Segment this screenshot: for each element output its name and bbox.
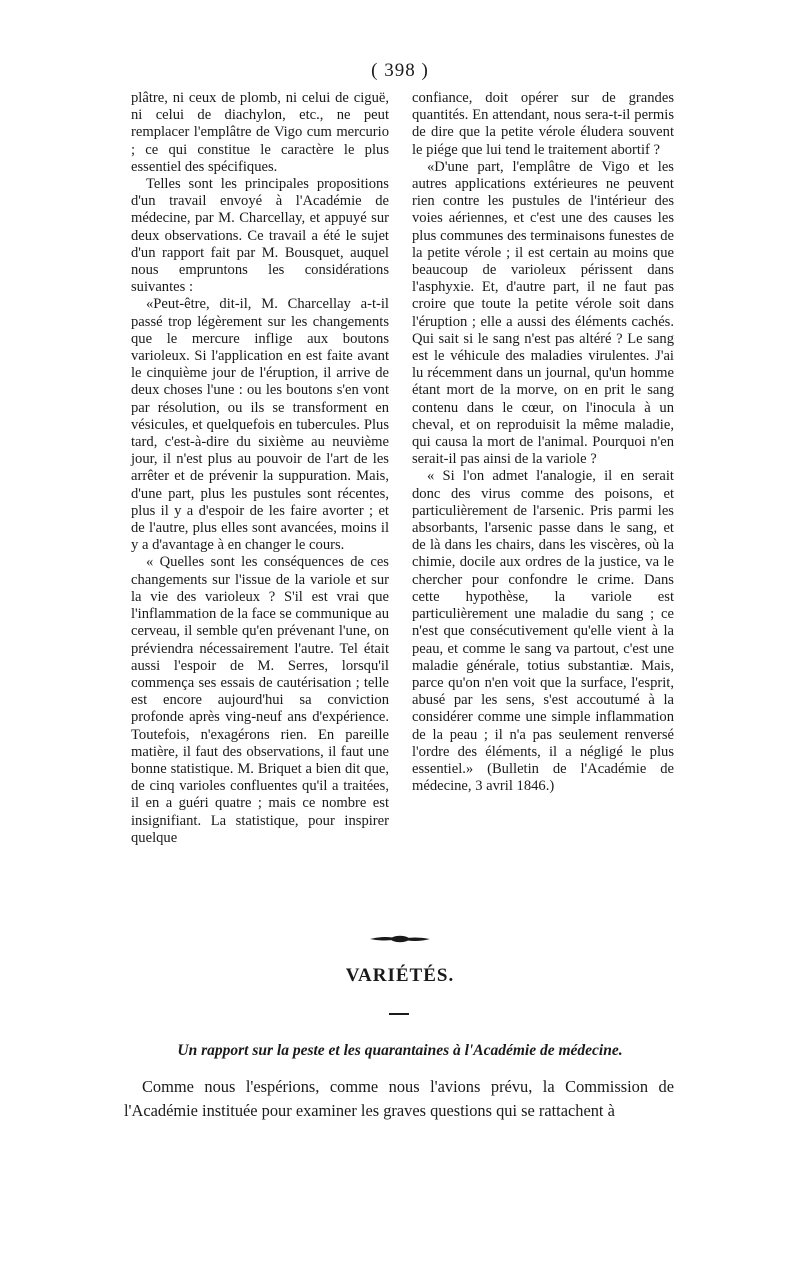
- section-title: VARIÉTÉS.: [345, 965, 455, 986]
- right-text-column: [412, 90, 674, 795]
- title-rule: [389, 1013, 409, 1015]
- left-text-column: [131, 90, 389, 847]
- paragraph: Telles sont les principales propositions d'un travail envoyé à l'Académie de médecine, par M. Charcellay, et appuyé sur deux observations. Ce travail a été le sujet d'un rapport fait par M. Bousquet, auquel nous empruntons les considérations suivantes :: [131, 176, 389, 296]
- paragraph: confiance, doit opérer sur de grandes quantités. En attendant, nous sera-t-il permis de dire que la petite vérole éludera souvent le piége que lui tend le traitement abortif ?: [412, 90, 674, 158]
- paragraph: « Si l'on admet l'analogie, il en serait donc des virus comme des poisons, et particulièrement de l'arsenic. Pris parmi les absorbants, l'arsenic passe dans le sang, et de là dans les chairs, dans les viscères, où la chimie, docile aux ordres de la justice, va le chercher pour confondre le crime. Dans cette hypothèse, la variole est particulièrement une maladie du sang ; ce n'est que consécutivement qu'elle vient à la peau, et comme le sang va partout, c'est une maladie générale, totius substantiæ. Mais, parce qu'on n'en voit que la surface, l'esprit, abusé par les sens, s'est accoutumé à la considérer comme une simple inflammation de la peau ; il n'a pas seulement renversé l'ordre des éléments, il a négligé le plus essentiel.» (Bulletin de l'Académie de médecine, 3 avril 1846.): [412, 468, 674, 795]
- page-number: ( 398 ): [371, 60, 429, 81]
- article-body: Comme nous l'espérions, comme nous l'avions prévu, la Commission de l'Académie instituée pour examiner les graves questions qui se rattachent à: [124, 1077, 674, 1120]
- paragraph: plâtre, ni ceux de plomb, ni celui de ciguë, ni celui de diachylon, etc., ne peut remplacer l'emplâtre de Vigo cum mercurio ; ce qui constitue le caractère le plus essentiel des spécifiques.: [131, 90, 389, 175]
- paragraph: «D'une part, l'emplâtre de Vigo et les autres applications extérieures ne peuvent rien contre les pustules de l'intérieur des voies aériennes, et c'est une des causes les plus communes des terminaisons funestes de la petite vérole ; il est certain au moins que beaucoup de varioleux périssent dans l'asphyxie. Et, d'autre part, il ne faut pas croire que toute la petite vérole soit dans l'éruption ; elle a aussi des éléments cachés. Qui sait si le sang n'est pas altéré ? Le sang est le véhicule des maladies virulentes. J'ai lu récemment dans un journal, qu'un homme étant mort de la morve, on en prit le sang contenu dans le cœur, on l'inocula à un cheval, et on reproduisit la même maladie, qui causa la mort de l'animal. Pourquoi n'en serait-il pas ainsi de la variole ?: [412, 158, 674, 468]
- ornament-icon: [370, 932, 430, 946]
- paragraph: «Peut-être, dit-il, M. Charcellay a-t-il passé trop légèrement sur les changements que le mercure inflige aux boutons varioleux. Si l'application en est faite avant le cinquième jour de l'éruption, il arrive de deux choses l'une : ou les boutons s'en vont par résolution, ou ils se transforment en vésicules, et quelquefois en tubercules. Plus tard, c'est-à-dire du sixième au neuvième jour, il n'est plus au pouvoir de l'art de les arrêter et de prévenir la suppuration. Mais, d'une part, plus les pustules sont récentes, plus il y a d'espoir de les faire avorter ; et de l'autre, plus elles sont avancées, moins il y a d'avantage à en changer le cours.: [131, 296, 389, 554]
- paragraph: « Quelles sont les conséquences de ces changements sur l'issue de la variole et sur la vie des varioleux ? S'il est vrai que l'inflammation de la face se communique au cerveau, il semble qu'en prévenant l'une, on préviendra nécessairement l'autre. Tel était aussi l'espoir de M. Serres, lorsqu'il commença ses essais de cautérisation ; telle est encore aujourd'hui sa conviction profonde après ving-neuf ans d'expérience. Toutefois, n'exagérons rien. En pareille matière, il faut des observations, il faut une bonne statistique. M. Briquet a bien dit que, de cinq varioles confluentes qu'il a traitées, il en a guéri quatre ; mais ce nombre est insignifiant. La statistique, pour inspirer quelque: [131, 554, 389, 846]
- ornament-divider: [0, 932, 800, 946]
- article-title: Un rapport sur la peste et les quarantaines à l'Académie de médecine.: [177, 1042, 623, 1059]
